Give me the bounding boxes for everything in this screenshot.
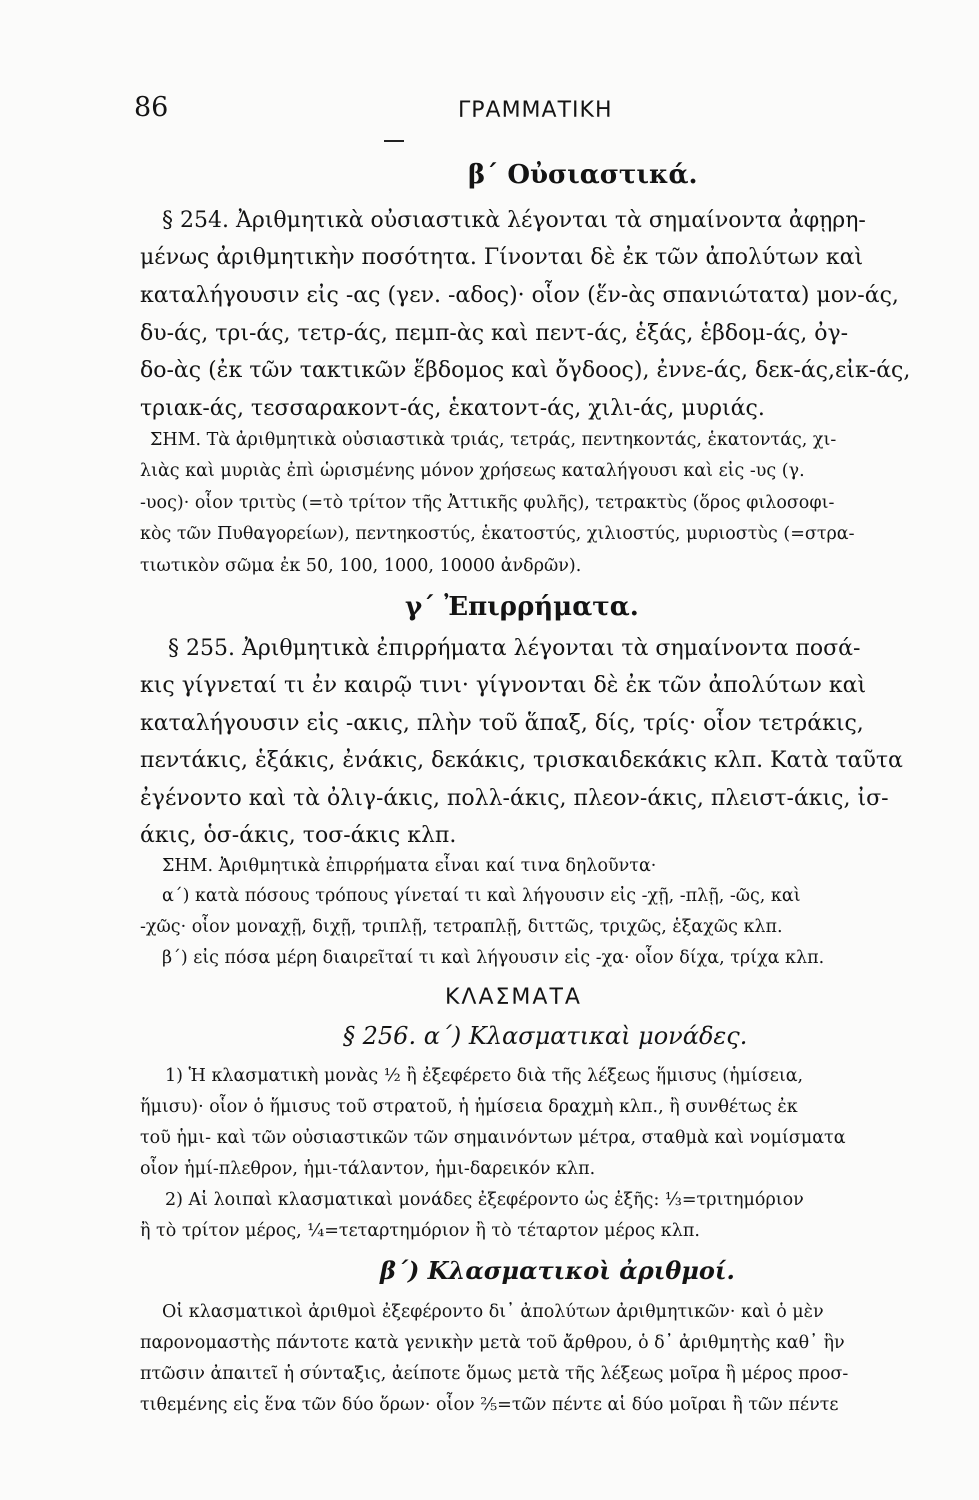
note-line: 2) Αἱ λοιπαὶ κλασματικαὶ μονάδες ἐξεφέροντο ὡς ἑξῆς: ⅓=τριτημόριον — [165, 1190, 804, 1210]
note-line: τιθεμένης εἰς ἕνα τῶν δύο ὅρων· οἷον ⅖=τῶν πέντε αἱ δύο μοῖραι ἢ τῶν πέντε — [140, 1395, 839, 1415]
text-line: ἐγένοντο καὶ τὰ ὀλιγ-άκις, πολλ-άκις, πλεον-άκις, πλειστ-άκις, ἰσ- — [140, 786, 889, 811]
note-line: β΄) εἰς πόσα μέρη διαιρεῖταί τι καὶ λήγουσιν εἰς -χα· οἷον δίχα, τρίχα κλπ. — [162, 948, 825, 968]
text-line: τριακ-άς, τεσσαρακοντ-άς, ἑκατοντ-άς, χιλι-άς, μυριάς. — [140, 396, 765, 421]
text-line: πεντάκις, ἑξάκις, ἐνάκις, δεκάκις, τρισκαιδεκάκις κλπ. Κατὰ ταῦτα — [140, 748, 903, 773]
decorative-dash — [384, 140, 404, 142]
text-line: άκις, ὁσ-άκις, τοσ-άκις κλπ. — [140, 823, 457, 848]
note-line: -υος)· οἷον τριτὺς (=τὸ τρίτον τῆς Ἀττικῆς φυλῆς), τετρακτὺς (ὅρος φιλοσοφι- — [140, 493, 835, 513]
text-line: § 255. Ἀριθμητικὰ ἐπιρρήματα λέγονται τὰ σημαίνοντα ποσά- — [168, 636, 861, 661]
note-line: πτῶσιν ἀπαιτεῖ ἡ σύνταξις, ἀείποτε ὅμως μετὰ τῆς λέξεως μοῖρα ἢ μέρος προσ- — [140, 1364, 849, 1384]
heading-section-256: § 256. α΄) Κλασματικαὶ μονάδες. — [343, 1022, 748, 1050]
note-line: λιὰς καὶ μυριὰς ἐπὶ ὡρισμένης μόνον χρήσεως καταλήγουσι καὶ εἰς -υς (γ. — [140, 461, 805, 481]
running-header: ΓΡΑΜΜΑΤΙΚΗ — [458, 98, 613, 123]
note-line: 1) Ἡ κλασματικὴ μονὰς ½ ἢ ἐξεφέρετο διὰ τῆς λέξεως ἥμισυς (ἡμίσεια, — [165, 1066, 804, 1086]
text-line: μένως ἀριθμητικὴν ποσότητα. Γίνονται δὲ ἐκ τῶν ἀπολύτων καὶ — [140, 245, 864, 270]
note-line: οἷον ἡμί-πλεθρον, ἡμι-τάλαντον, ἡμι-δαρεικόν κλπ. — [140, 1159, 596, 1179]
text-line: δυ-άς, τρι-άς, τετρ-άς, πεμπ-ὰς καὶ πεντ-άς, ἑξάς, ἑβδομ-άς, ὀγ- — [140, 321, 849, 346]
heading-nouns: β΄ Οὐσιαστικά. — [468, 160, 698, 190]
note-line: α΄) κατὰ πόσους τρόπους γίνεταί τι καὶ λήγουσιν εἰς -χῇ, -πλῇ, -ῶς, καὶ — [162, 886, 801, 906]
heading-adverbs: γ΄ Ἐπιρρήματα. — [405, 592, 639, 622]
note-line: παρονομαστὴς πάντοτε κατὰ γενικὴν μετὰ τοῦ ἄρθρου, ὁ δ᾽ ἀριθμητὴς καθ᾽ ἣν — [140, 1333, 845, 1353]
note-line: ἥμισυ)· οἷον ὁ ἥμισυς τοῦ στρατοῦ, ἡ ἡμίσεια δραχμὴ κλπ., ἢ συνθέτως ἐκ — [140, 1097, 798, 1117]
note-line: ἢ τὸ τρίτον μέρος, ¼=τεταρτημόριον ἢ τὸ τέταρτον μέρος κλπ. — [140, 1221, 700, 1241]
page-number: 86 — [134, 92, 169, 123]
note-line: τοῦ ἡμι- καὶ τῶν οὐσιαστικῶν τῶν σημαινόντων μέτρα, σταθμὰ καὶ νομίσματα — [140, 1128, 846, 1148]
note-line: κὸς τῶν Πυθαγορείων), πεντηκοστύς, ἑκατοστύς, χιλιοστύς, μυριοστὺς (=στρα- — [140, 524, 855, 544]
heading-fraction-numbers: β΄) Κλασματικοὶ ἀριθμοί. — [380, 1256, 735, 1285]
text-line: κις γίγνεταί τι ἐν καιρῷ τινι· γίγνονται δὲ ἐκ τῶν ἀπολύτων καὶ — [140, 673, 867, 698]
text-line: καταλήγουσιν εἰς -ας (γεν. -αδος)· οἷον (ἕν-ὰς σπανιώτατα) μον-άς, — [140, 283, 899, 308]
text-line: δο-ὰς (ἐκ τῶν τακτικῶν ἕβδομος καὶ ὄγδοος), ἐννε-άς, δεκ-άς,εἰκ-άς, — [140, 358, 911, 383]
note-line: -χῶς· οἷον μοναχῇ, διχῇ, τριπλῇ, τετραπλῇ, διττῶς, τριχῶς, ἑξαχῶς κλπ. — [140, 917, 783, 937]
note-line: ΣΗΜ. Τὰ ἀριθμητικὰ οὐσιαστικὰ τριάς, τετράς, πεντηκοντάς, ἑκατοντάς, χι- — [150, 430, 837, 450]
note-line: τιωτικὸν σῶμα ἐκ 50, 100, 1000, 10000 ἀνδρῶν). — [140, 556, 582, 576]
text-line: § 254. Ἀριθμητικὰ οὐσιαστικὰ λέγονται τὰ σημαίνοντα ἀφῃρη- — [162, 208, 866, 233]
note-line: ΣΗΜ. Ἀριθμητικὰ ἐπιρρήματα εἶναι καί τινα δηλοῦντα· — [162, 856, 657, 876]
text-line: καταλήγουσιν εἰς -ακις, πλὴν τοῦ ἅπαξ, δίς, τρίς· οἷον τετράκις, — [140, 711, 864, 736]
note-line: Οἱ κλασματικοὶ ἀριθμοὶ ἐξεφέροντο δι᾽ ἀπολύτων ἀριθμητικῶν· καὶ ὁ μὲν — [162, 1302, 824, 1322]
heading-fractions: ΚΛΑΣΜΑΤΑ — [445, 985, 582, 1010]
